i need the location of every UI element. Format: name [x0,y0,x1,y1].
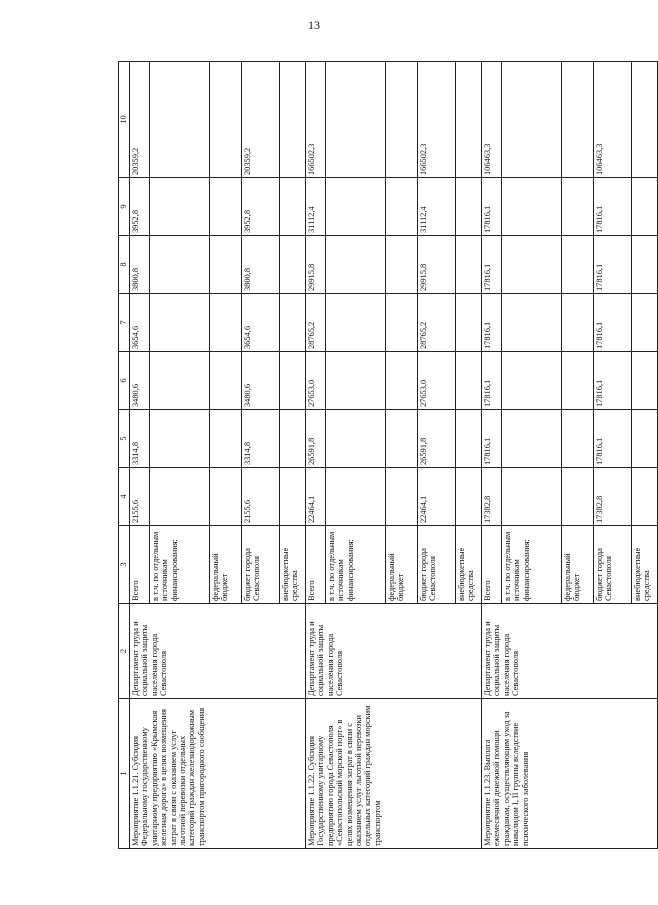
value-cell [280,236,306,294]
value-cell: 17382,8 [482,468,502,526]
value-cell [456,62,482,178]
source-cell: в т.ч. по отдельным источникам финансирования: [326,526,386,604]
value-cell [386,352,418,410]
value-cell: 17816,1 [482,236,502,294]
value-cell: 28765,2 [418,294,456,352]
value-cell [562,468,594,526]
value-cell: 2155,6 [242,468,280,526]
measure-cell: Мероприятие 1.1.22. Субсидия Государственному унитарному предприятию города Севастополя «Севастопольский морской порт» в целях возмещения затрат в связи с оказанием услуг льготной перевозки отдельных категорий граждан морским транспортом [306,699,482,849]
value-cell [456,236,482,294]
value-cell [210,468,242,526]
value-cell [632,236,658,294]
value-cell: 29915,8 [418,236,456,294]
value-cell [326,294,386,352]
value-cell: 3654,6 [242,294,280,352]
value-cell: 29915,8 [306,236,326,294]
value-cell [210,178,242,236]
source-cell: федеральный бюджет [210,526,242,604]
value-cell [210,352,242,410]
value-cell: 3480,6 [130,352,150,410]
value-cell [210,410,242,468]
source-cell: федеральный бюджет [386,526,418,604]
column-header: 1 [119,699,130,849]
value-cell: 166502,3 [306,62,326,178]
value-cell [280,178,306,236]
table-body [130,62,658,849]
column-header: 4 [119,468,130,526]
column-header: 9 [119,178,130,236]
value-cell: 31112,4 [418,178,456,236]
value-cell [456,410,482,468]
value-cell [632,178,658,236]
value-cell [562,410,594,468]
value-cell [280,62,306,178]
page-number: 13 [308,18,320,32]
value-cell: 17382,8 [594,468,632,526]
source-cell: бюджет города Севастополя [594,526,632,604]
value-cell [456,178,482,236]
value-cell [386,62,418,178]
value-cell: 28765,2 [306,294,326,352]
value-cell [150,468,210,526]
value-cell: 26591,8 [306,410,326,468]
column-header: 8 [119,236,130,294]
value-cell [456,294,482,352]
column-header: 2 [119,604,130,699]
value-cell: 3800,8 [130,236,150,294]
value-cell: 17816,1 [482,352,502,410]
value-cell [386,294,418,352]
value-cell [326,62,386,178]
source-cell: внебюджетные средства [456,526,482,604]
value-cell: 22464,1 [418,468,456,526]
value-cell [326,236,386,294]
value-cell: 20359,2 [130,62,150,178]
value-cell: 17816,1 [594,294,632,352]
value-cell [502,178,562,236]
value-cell: 17816,1 [594,352,632,410]
value-cell: 26591,8 [418,410,456,468]
value-cell [150,178,210,236]
value-cell [562,178,594,236]
value-cell [502,236,562,294]
executor-cell: Департамент труда и социальной защиты населения города Севастополя [306,604,482,699]
value-cell [326,178,386,236]
value-cell [326,352,386,410]
value-cell [562,236,594,294]
table-row [130,62,150,849]
value-cell [210,62,242,178]
source-cell: бюджет города Севастополя [418,526,456,604]
value-cell: 27653,0 [418,352,456,410]
source-cell: Всего [306,526,326,604]
value-cell [280,410,306,468]
value-cell [632,62,658,178]
source-cell: бюджет города Севастополя [242,526,280,604]
value-cell: 17816,1 [482,294,502,352]
value-cell [386,178,418,236]
column-header: 10 [119,62,130,178]
source-cell: внебюджетные средства [280,526,306,604]
value-cell [280,294,306,352]
value-cell [386,236,418,294]
value-cell: 31112,4 [306,178,326,236]
value-cell [502,62,562,178]
table-row [306,62,326,849]
value-cell [150,352,210,410]
value-cell: 17816,1 [594,410,632,468]
table-row [482,62,502,849]
value-cell [502,468,562,526]
value-cell [456,468,482,526]
value-cell [150,62,210,178]
source-cell: в т.ч. по отдельным источникам финансирования: [502,526,562,604]
rotated-table-wrapper [118,62,652,849]
value-cell [150,236,210,294]
value-cell [280,468,306,526]
source-cell: Всего [130,526,150,604]
value-cell [386,410,418,468]
measure-cell: Мероприятие 1.1.21. Субсидия Федеральному государственному унитарному предприятию «Крымская железная дорога» в целях возмещения затрат в связи с оказанием услуг льготной перевозки отдельных категорий граждан железнодорожным транспортом пригородного сообщения [130,699,306,849]
value-cell: 3952,8 [242,178,280,236]
value-cell [502,410,562,468]
value-cell: 3314,8 [242,410,280,468]
value-cell [632,294,658,352]
value-cell [326,410,386,468]
value-cell [326,468,386,526]
value-cell: 3480,6 [242,352,280,410]
value-cell: 106463,3 [594,62,632,178]
financing-table [118,61,658,849]
source-cell: федеральный бюджет [562,526,594,604]
column-header: 6 [119,352,130,410]
column-header: 3 [119,526,130,604]
value-cell: 3314,8 [130,410,150,468]
column-header: 7 [119,294,130,352]
value-cell: 3654,6 [130,294,150,352]
value-cell [632,410,658,468]
executor-cell: Департамент труда и социальной защиты населения города Севастополя [482,604,658,699]
value-cell [632,468,658,526]
value-cell [386,468,418,526]
source-cell: Всего [482,526,502,604]
value-cell [210,294,242,352]
value-cell: 3952,8 [130,178,150,236]
source-cell: в т.ч. по отдельным источникам финансирования: [150,526,210,604]
value-cell: 3800,8 [242,236,280,294]
value-cell: 22464,1 [306,468,326,526]
value-cell [562,294,594,352]
value-cell [280,352,306,410]
column-header: 5 [119,410,130,468]
value-cell: 20359,2 [242,62,280,178]
value-cell [562,352,594,410]
value-cell: 27653,0 [306,352,326,410]
value-cell [632,352,658,410]
value-cell: 17816,1 [594,178,632,236]
value-cell [502,352,562,410]
source-cell: внебюджетные средства [632,526,658,604]
value-cell [562,62,594,178]
measure-cell: Мероприятие 1.1.23. Выплата ежемесячной денежной помощи гражданам, осуществляющим уход за инвалидом I, II группы вследствие психического заболевания [482,699,658,849]
header-row [119,62,130,849]
value-cell: 17816,1 [482,178,502,236]
value-cell: 106463,3 [482,62,502,178]
value-cell: 17816,1 [594,236,632,294]
value-cell: 166502,3 [418,62,456,178]
value-cell [502,294,562,352]
value-cell [150,410,210,468]
value-cell [456,352,482,410]
value-cell: 2155,6 [130,468,150,526]
value-cell: 17816,1 [482,410,502,468]
value-cell [210,236,242,294]
value-cell [150,294,210,352]
executor-cell: Департамент труда и социальной защиты населения города Севастополя [130,604,306,699]
